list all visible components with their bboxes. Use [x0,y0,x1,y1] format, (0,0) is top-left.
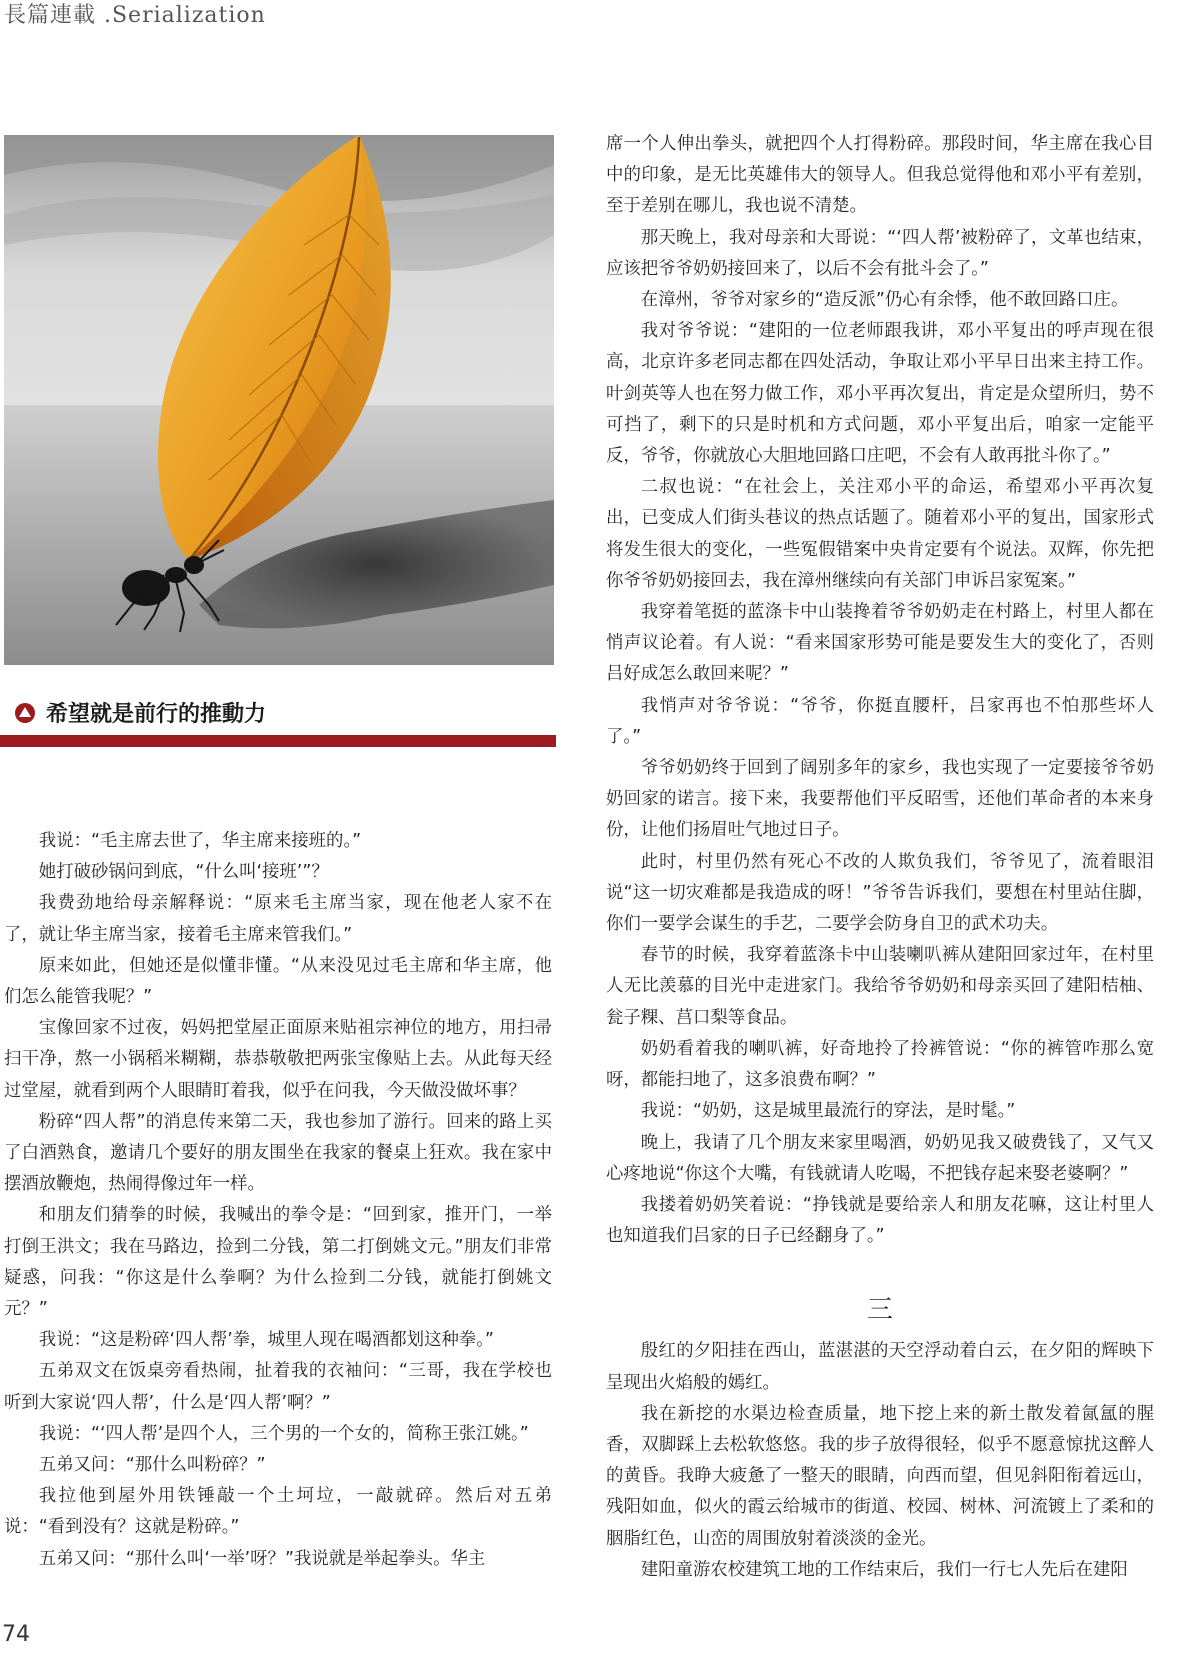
paragraph: 春节的时候，我穿着蓝涤卡中山装喇叭裤从建阳回家过年，在村里人无比羡慕的目光中走进家门。我给爷爷奶奶和母亲买回了建阳桔柚、瓮子粿、莒口梨等食品。 [606,945,1154,1028]
paragraph: 此时，村里仍然有死心不改的人欺负我们，爷爷见了，流着眼泪说“这一切灾难都是我造成的呀！”爷爷告诉我们，要想在村里站住脚，你们一要学会谋生的手艺，二要学会防身自卫的武术功夫。 [606,851,1154,935]
caption-divider [0,735,556,747]
paragraph: 我说：“奶奶，这是城里最流行的穿法，是时髦。” [640,1101,1016,1122]
paragraph: 五弟双文在饭桌旁看热闹，扯着我的衣袖问：“三哥，我在学校也听到大家说‘四人帮’，什么是‘四人帮’啊？” [4,1361,552,1413]
paragraph: 五弟又问：“那什么叫‘一举’呀？”我说就是举起拳头。华主 [38,1548,486,1569]
paragraph: 我对爷爷说：“建阳的一位老师跟我讲，邓小平复出的呼声现在很高，北京许多老同志都在四处活动，争取让邓小平早日出来主持工作。叶剑英等人也在努力做工作，邓小平再次复出，肯定是众望所归，势不可挡了，剩下的只是时机和方式问题，邓小平复出后，咱家一定能平反，爷爷，你就放心大胆地回路口庄吧，不会有人敢再批斗你了。” [606,321,1154,467]
paragraph: 我费劲地给母亲解释说：“原来毛主席当家，现在他老人家不在了，就让华主席当家，接着毛主席来管我们。” [4,893,552,945]
paragraph: 建阳童游农校建筑工地的工作结束后，我们一行七人先后在建阳 [640,1559,1128,1580]
paragraph: 我在新挖的水渠边检查质量，地下挖上来的新土散发着氤氲的腥香，双脚踩上去松软悠悠。我的步子放得很轻，似乎不愿意惊扰这醉人的黄昏。我睁大疲惫了一整天的眼睛，向西而望，但见斜阳衔着远山，残阳如血，似火的霞云给城市的街道、校园、树林、河流镀上了柔和的胭脂红色，山峦的周围放射着淡淡的金光。 [606,1403,1154,1549]
paragraph: 我悄声对爷爷说：“爷爷，你挺直腰杆，吕家再也不怕那些坏人了。” [606,695,1154,747]
paragraph: 我说：“毛主席去世了，华主席来接班的。” [38,831,362,851]
paragraph: 我穿着笔挺的蓝涤卡中山装搀着爷爷奶奶走在村路上，村里人都在悄声议论着。有人说：“看来国家形势可能是要发生大的变化了，否则吕好成怎么敢回来呢？” [606,602,1154,685]
triangle-circle-icon [14,702,36,724]
paragraph: 二叔也说：“在社会上，关注邓小平的命运，希望邓小平再次复出，已变成人们街头巷议的热点话题了。随着邓小平的复出，国家形式将发生很大的变化，一些冤假错案中央肯定要有个说法。双辉，你先把你爷爷奶奶接回去，我在漳州继续向有关部门申诉吕家冤案。” [606,477,1154,591]
paragraph: 原来如此，但她还是似懂非懂。“从来没见过毛主席和华主席，他们怎么能管我呢？” [4,955,552,1008]
image-caption [10,697,556,749]
paragraph: 我说：“‘四人帮’是四个人，三个男的一个女的，简称王张江姚。” [38,1423,529,1444]
paragraph: 爷爷奶奶终于回到了阔别多年的家乡，我也实现了一定要接爷爷奶奶回家的诺言。接下来，我要帮他们平反昭雪，还他们革命者的本来身份，让他们扬眉吐气地过日子。 [606,758,1154,841]
paragraph: 五弟又问：“那什么叫粉碎？” [38,1455,266,1476]
paragraph: 奶奶看着我的喇叭裤，好奇地拎了拎裤管说：“你的裤管咋那么宽呀，都能扫地了，这多浪费布啊？” [606,1038,1154,1091]
paragraph: 殷红的夕阳挂在西山，蓝湛湛的天空浮动着白云，在夕阳的辉映下呈现出火焰般的嫣红。 [606,1341,1154,1393]
paragraph: 我说：“这是粉碎‘四人帮’拳，城里人现在喝酒都划这种拳。” [38,1330,494,1351]
paragraph: 我搂着奶奶笑着说：“挣钱就是要给亲人和朋友花嘛，这让村里人也知道我们吕家的日子已经翻身了。” [606,1194,1154,1247]
paragraph: 席一个人伸出拳头，就把四个人打得粉碎。那段时间，华主席在我心目中的印象，是无比英雄伟大的领导人。但我总觉得他和邓小平有差别，至于差别在哪儿，我也说不清楚。 [606,134,1154,217]
paragraph: 晚上，我请了几个朋友来家里喝酒，奶奶见我又破费钱了，又气又心疼地说“你这个大嘴，有钱就请人吃喝，不把钱存起来娶老婆啊？” [606,1132,1154,1184]
leaf-ant-image [4,135,554,665]
paragraph: 那天晚上，我对母亲和大哥说：“‘四人帮’被粉碎了，文革也结束，应该把爷爷奶奶接回来了，以后不会有批斗会了。” [606,227,1154,279]
paragraph: 她打破砂锅问到底，“什么叫‘接班’”？ [38,862,329,883]
paragraph: 粉碎“四人帮”的消息传来第二天，我也参加了游行。回来的路上买了白酒熟食，邀请几个要好的朋友围坐在我家的餐桌上狂欢。我在家中摆酒放鞭炮，热闹得像过年一样。 [4,1111,552,1195]
leaf-ant-illustration [4,135,554,665]
right-text-column [606,129,1154,1586]
paragraph: 和朋友们猜拳的时候，我喊出的拳令是：“回到家，推开门，一举打倒王洪文；我在马路边，捡到二分钱，第二打倒姚文元。”朋友们非常疑惑，问我：“你这是什么拳啊？为什么捡到二分钱，就能打倒姚文元？” [4,1205,552,1320]
page-number: 74 [2,1622,30,1647]
section-header: 長篇連載 .Serialization [4,3,266,28]
left-text-column [4,826,552,1575]
caption-text: 希望就是前行的推動力 [46,702,267,727]
paragraph: 在漳州，爷爷对家乡的“造反派”仍心有余悸，他不敢回路口庄。 [640,290,1129,311]
paragraph: 宝像回家不过夜，妈妈把堂屋正面原来贴祖宗神位的地方，用扫帚扫干净，熬一小锅稻米糊糊，恭恭敬敬把两张宝像贴上去。从此每天经过堂屋，就看到两个人眼睛盯着我，似乎在问我，今天做没做坏事？ [4,1018,552,1101]
section-number: 三 [866,1295,893,1326]
paragraph: 我拉他到屋外用铁锤敲一个土坷垃，一敲就碎。然后对五弟说：“看到没有？这就是粉碎。” [4,1486,552,1538]
